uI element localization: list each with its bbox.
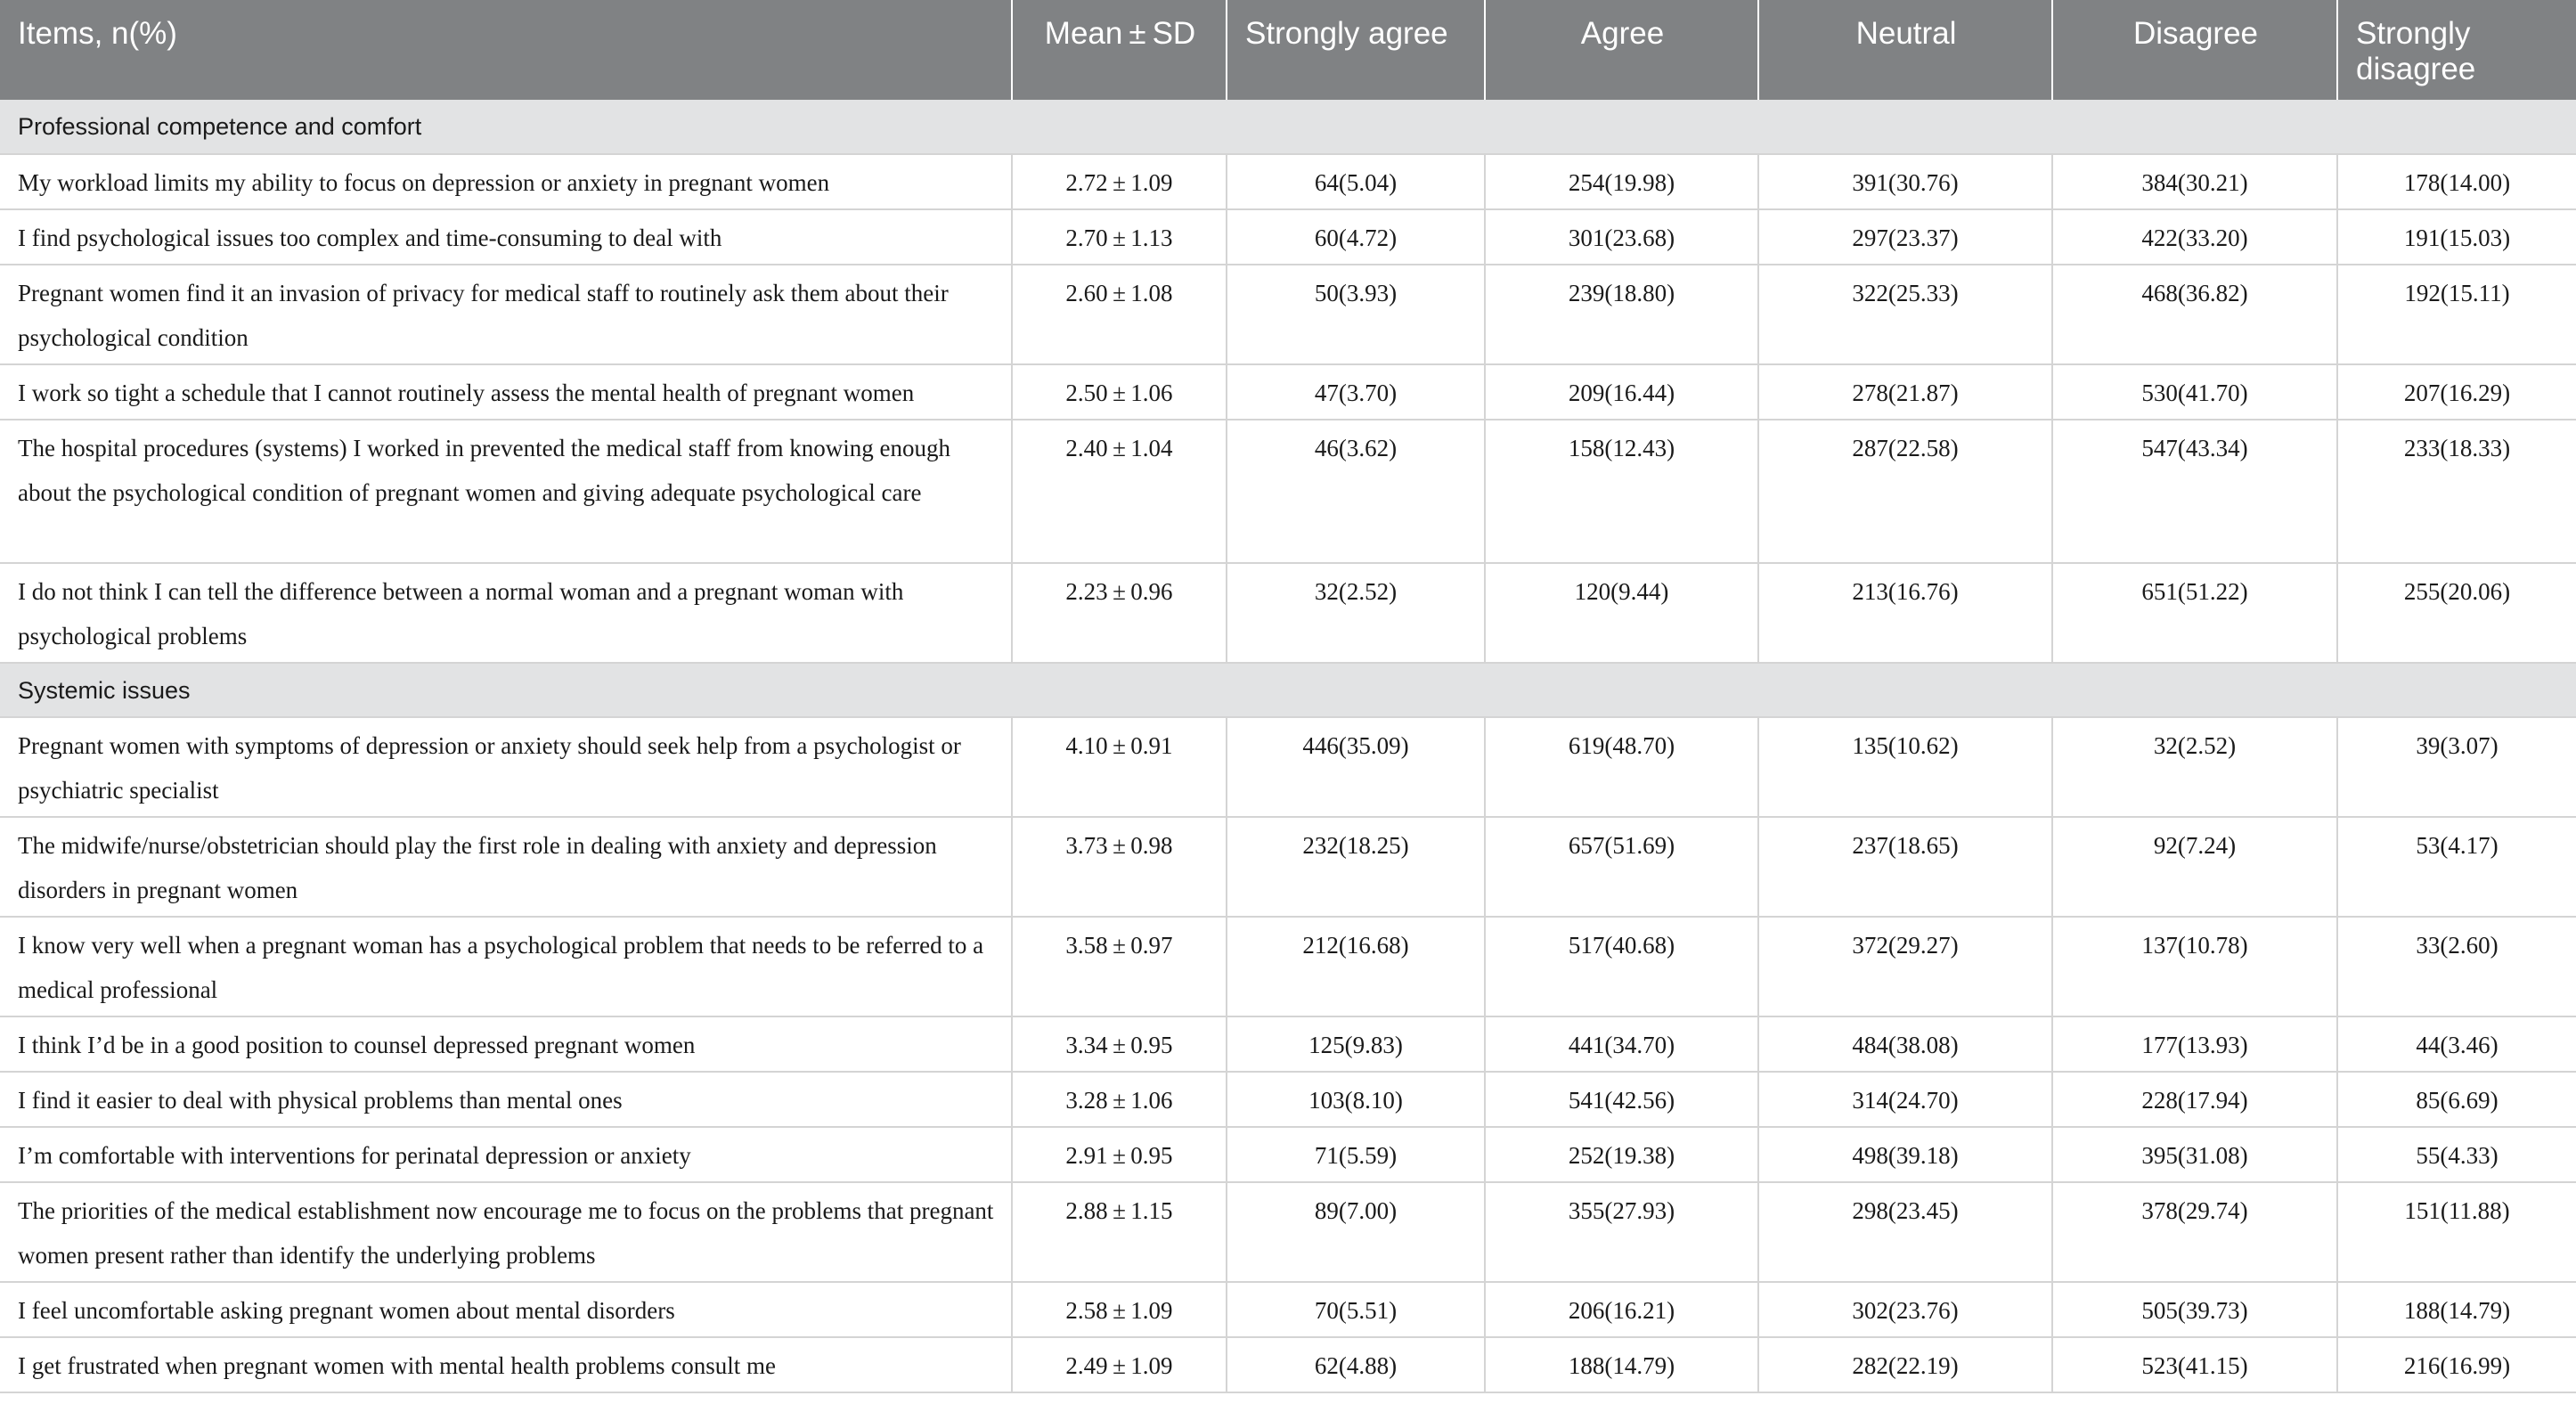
agree-cell: 657(51.69) [1485,817,1758,917]
strongly-disagree-cell: 188(14.79) [2337,1282,2576,1337]
header-agree: Agree [1485,0,1758,100]
header-row [0,0,2576,100]
neutral-cell: 484(38.08) [1758,1016,2052,1072]
agree-cell: 252(19.38) [1485,1127,1758,1182]
header-strongly-agree: Strongly agree [1227,0,1485,100]
item-text: I work so tight a schedule that I cannot routinely assess the mental health of pregnant women [0,364,1012,420]
strongly-disagree-cell: 33(2.60) [2337,917,2576,1016]
neutral-cell: 282(22.19) [1758,1337,2052,1392]
neutral-cell: 498(39.18) [1758,1127,2052,1182]
agree-cell: 209(16.44) [1485,364,1758,420]
mean-sd-cell: 4.10 ± 0.91 [1012,717,1227,817]
disagree-cell: 523(41.15) [2052,1337,2337,1392]
neutral-cell: 278(21.87) [1758,364,2052,420]
mean-sd-cell: 3.28 ± 1.06 [1012,1072,1227,1127]
mean-sd-cell: 2.50 ± 1.06 [1012,364,1227,420]
neutral-cell: 302(23.76) [1758,1282,2052,1337]
item-text: The midwife/nurse/obstetrician should play the first role in dealing with anxiety and depression disorders in pregnant women [0,817,1012,917]
strongly-agree-cell: 89(7.00) [1227,1182,1485,1282]
table-row [0,1182,2576,1282]
table-row [0,1282,2576,1337]
table-body [0,100,2576,1392]
agree-cell: 301(23.68) [1485,209,1758,265]
item-text: I do not think I can tell the difference between a normal woman and a pregnant woman with psychological problems [0,563,1012,663]
mean-sd-cell: 2.40 ± 1.04 [1012,420,1227,563]
section-title: Professional competence and comfort [0,100,2576,154]
strongly-disagree-cell: 178(14.00) [2337,154,2576,209]
strongly-agree-cell: 71(5.59) [1227,1127,1485,1182]
strongly-disagree-cell: 85(6.69) [2337,1072,2576,1127]
disagree-cell: 92(7.24) [2052,817,2337,917]
strongly-agree-cell: 50(3.93) [1227,265,1485,364]
neutral-cell: 297(23.37) [1758,209,2052,265]
neutral-cell: 287(22.58) [1758,420,2052,563]
neutral-cell: 314(24.70) [1758,1072,2052,1127]
header-items: Items, n(%) [0,0,1012,100]
strongly-disagree-cell: 53(4.17) [2337,817,2576,917]
disagree-cell: 137(10.78) [2052,917,2337,1016]
table-row [0,154,2576,209]
disagree-cell: 547(43.34) [2052,420,2337,563]
table-row [0,717,2576,817]
disagree-cell: 505(39.73) [2052,1282,2337,1337]
neutral-cell: 237(18.65) [1758,817,2052,917]
strongly-disagree-cell: 39(3.07) [2337,717,2576,817]
table-row [0,1016,2576,1072]
strongly-agree-cell: 446(35.09) [1227,717,1485,817]
section-row-professional-competence [0,100,2576,154]
header-strongly-disagree: Strongly disagree [2337,0,2576,100]
mean-sd-cell: 2.91 ± 0.95 [1012,1127,1227,1182]
item-text: I’m comfortable with interventions for perinatal depression or anxiety [0,1127,1012,1182]
strongly-agree-cell: 32(2.52) [1227,563,1485,663]
neutral-cell: 391(30.76) [1758,154,2052,209]
agree-cell: 619(48.70) [1485,717,1758,817]
table-row [0,420,2576,563]
section-row-systemic-issues [0,663,2576,717]
disagree-cell: 395(31.08) [2052,1127,2337,1182]
table-row [0,265,2576,364]
strongly-disagree-cell: 255(20.06) [2337,563,2576,663]
agree-cell: 441(34.70) [1485,1016,1758,1072]
item-text: I get frustrated when pregnant women with mental health problems consult me [0,1337,1012,1392]
neutral-cell: 322(25.33) [1758,265,2052,364]
mean-sd-cell: 3.58 ± 0.97 [1012,917,1227,1016]
mean-sd-cell: 2.60 ± 1.08 [1012,265,1227,364]
strongly-disagree-cell: 207(16.29) [2337,364,2576,420]
item-text: The priorities of the medical establishment now encourage me to focus on the problems that pregnant women present rather than identify the underlying problems [0,1182,1012,1282]
strongly-agree-cell: 62(4.88) [1227,1337,1485,1392]
item-text: I know very well when a pregnant woman has a psychological problem that needs to be referred to a medical professional [0,917,1012,1016]
neutral-cell: 213(16.76) [1758,563,2052,663]
mean-sd-cell: 2.58 ± 1.09 [1012,1282,1227,1337]
disagree-cell: 468(36.82) [2052,265,2337,364]
strongly-agree-cell: 232(18.25) [1227,817,1485,917]
mean-sd-cell: 2.70 ± 1.13 [1012,209,1227,265]
item-text: My workload limits my ability to focus on depression or anxiety in pregnant women [0,154,1012,209]
item-text: I find it easier to deal with physical problems than mental ones [0,1072,1012,1127]
strongly-agree-cell: 212(16.68) [1227,917,1485,1016]
item-text: I think I’d be in a good position to counsel depressed pregnant women [0,1016,1012,1072]
mean-sd-cell: 2.23 ± 0.96 [1012,563,1227,663]
table-row [0,817,2576,917]
disagree-cell: 651(51.22) [2052,563,2337,663]
agree-cell: 188(14.79) [1485,1337,1758,1392]
table-row [0,209,2576,265]
agree-cell: 541(42.56) [1485,1072,1758,1127]
item-text: I find psychological issues too complex and time-consuming to deal with [0,209,1012,265]
table-row [0,1337,2576,1392]
mean-sd-cell: 3.34 ± 0.95 [1012,1016,1227,1072]
item-text: Pregnant women find it an invasion of privacy for medical staff to routinely ask them about their psychological condition [0,265,1012,364]
agree-cell: 206(16.21) [1485,1282,1758,1337]
item-text: Pregnant women with symptoms of depression or anxiety should seek help from a psychologist or psychiatric specialist [0,717,1012,817]
strongly-disagree-cell: 44(3.46) [2337,1016,2576,1072]
agree-cell: 158(12.43) [1485,420,1758,563]
header-mean-sd: Mean ± SD [1012,0,1227,100]
mean-sd-cell: 2.88 ± 1.15 [1012,1182,1227,1282]
table-row [0,364,2576,420]
strongly-disagree-cell: 216(16.99) [2337,1337,2576,1392]
neutral-cell: 298(23.45) [1758,1182,2052,1282]
header-neutral: Neutral [1758,0,2052,100]
section-title: Systemic issues [0,663,2576,717]
strongly-disagree-cell: 192(15.11) [2337,265,2576,364]
strongly-disagree-cell: 233(18.33) [2337,420,2576,563]
strongly-agree-cell: 47(3.70) [1227,364,1485,420]
strongly-agree-cell: 125(9.83) [1227,1016,1485,1072]
disagree-cell: 177(13.93) [2052,1016,2337,1072]
item-text: I feel uncomfortable asking pregnant women about mental disorders [0,1282,1012,1337]
strongly-agree-cell: 64(5.04) [1227,154,1485,209]
agree-cell: 239(18.80) [1485,265,1758,364]
table-row [0,917,2576,1016]
disagree-cell: 384(30.21) [2052,154,2337,209]
agree-cell: 355(27.93) [1485,1182,1758,1282]
table-row [0,1127,2576,1182]
strongly-agree-cell: 103(8.10) [1227,1072,1485,1127]
strongly-agree-cell: 60(4.72) [1227,209,1485,265]
disagree-cell: 228(17.94) [2052,1072,2337,1127]
header-disagree: Disagree [2052,0,2337,100]
neutral-cell: 372(29.27) [1758,917,2052,1016]
disagree-cell: 32(2.52) [2052,717,2337,817]
item-text: The hospital procedures (systems) I worked in prevented the medical staff from knowing enough about the psychological condition of pregnant women and giving adequate psychological care [0,420,1012,563]
strongly-agree-cell: 70(5.51) [1227,1282,1485,1337]
disagree-cell: 378(29.74) [2052,1182,2337,1282]
strongly-disagree-cell: 191(15.03) [2337,209,2576,265]
mean-sd-cell: 2.49 ± 1.09 [1012,1337,1227,1392]
agree-cell: 517(40.68) [1485,917,1758,1016]
agree-cell: 254(19.98) [1485,154,1758,209]
strongly-disagree-cell: 151(11.88) [2337,1182,2576,1282]
disagree-cell: 422(33.20) [2052,209,2337,265]
strongly-agree-cell: 46(3.62) [1227,420,1485,563]
mean-sd-cell: 3.73 ± 0.98 [1012,817,1227,917]
table-header [0,0,2576,100]
table-row [0,1072,2576,1127]
neutral-cell: 135(10.62) [1758,717,2052,817]
strongly-disagree-cell: 55(4.33) [2337,1127,2576,1182]
disagree-cell: 530(41.70) [2052,364,2337,420]
agree-cell: 120(9.44) [1485,563,1758,663]
table-row [0,563,2576,663]
mean-sd-cell: 2.72 ± 1.09 [1012,154,1227,209]
